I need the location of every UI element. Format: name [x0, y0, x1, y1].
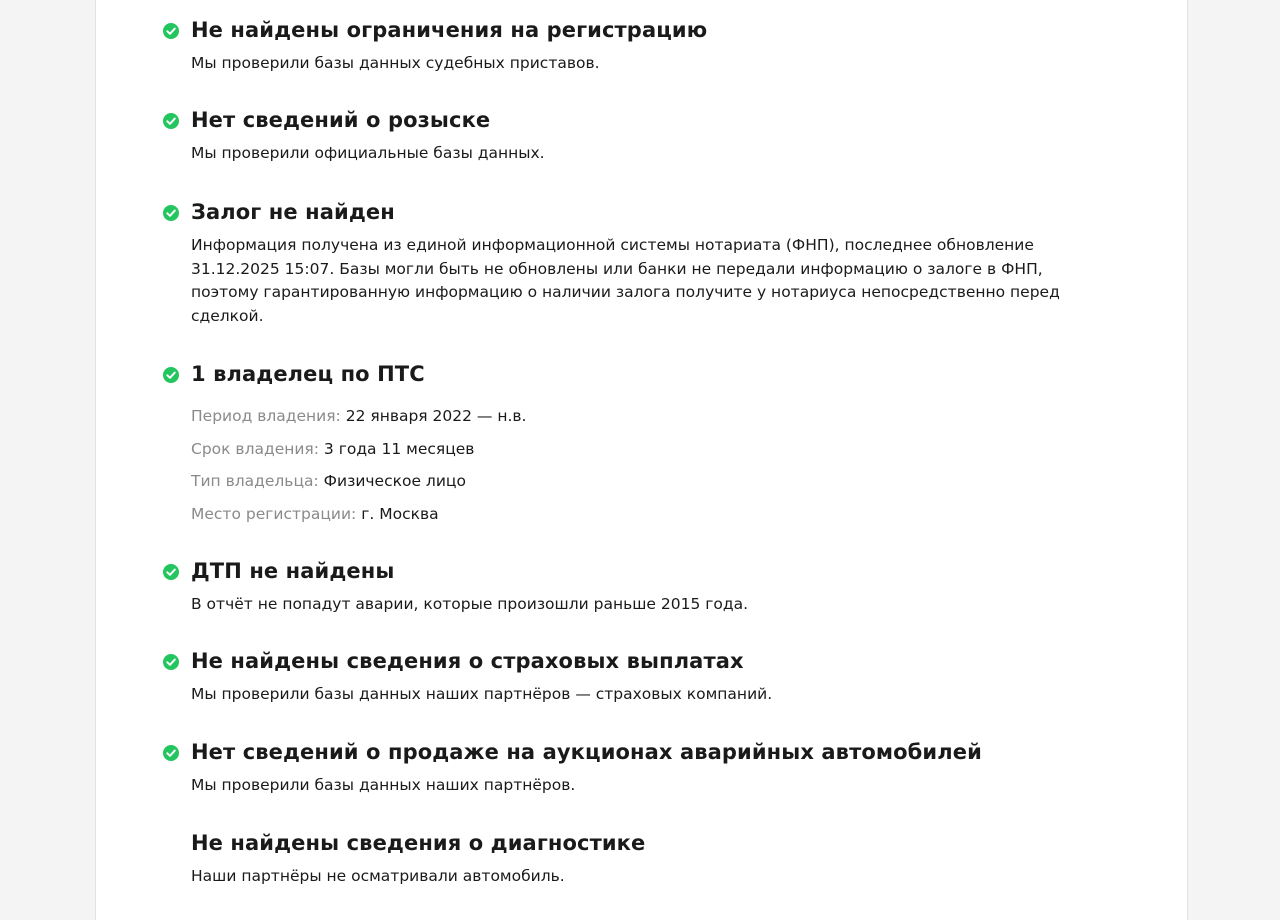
detail-label: Период владения: — [191, 407, 341, 425]
check-auctions — [160, 738, 1100, 798]
check-title: Не найдены ограничения на регистрацию — [191, 18, 708, 42]
detail-value: г. Москва — [361, 504, 439, 523]
check-circle-icon — [163, 654, 179, 670]
owner-detail-period — [191, 400, 1100, 433]
detail-value: 22 января 2022 — н.в. — [345, 407, 527, 425]
detail-label: Срок владения: — [191, 439, 319, 458]
check-description: Мы проверили базы данных судебных приставов. — [191, 54, 600, 72]
check-description: Информация получена из единой информационной системы нотариата (ФНП), последнее обновление 31.12.2025 15:07. Базы могли быть не обновлены или банки не передали информацию о залоге в ФНП, поэтому гарантированную информацию о наличии залога получите у нотариуса непосредственно перед сделкой. — [191, 236, 1060, 325]
check-description: Наши партнёры не осматривали автомобиль. — [191, 867, 565, 885]
check-title: ДТП не найдены — [191, 559, 395, 583]
check-circle-icon — [163, 367, 179, 383]
check-description: Мы проверили базы данных наших партнёров — страховых компаний. — [191, 685, 773, 703]
detail-value: 3 года 11 месяцев — [323, 439, 475, 458]
check-title: Нет сведений о продаже на аукционах аварийных автомобилей — [191, 740, 982, 764]
check-description: Мы проверили официальные базы данных. — [191, 144, 545, 162]
detail-label: Место регистрации: — [191, 504, 357, 523]
owner-detail-duration — [191, 433, 1100, 466]
check-insurance-payments — [160, 647, 1100, 707]
check-circle-icon — [163, 205, 179, 221]
check-circle-icon — [163, 113, 179, 129]
check-circle-icon — [163, 564, 179, 580]
check-wanted — [160, 106, 1100, 166]
check-circle-icon — [163, 23, 179, 39]
check-pledge — [160, 198, 1100, 328]
check-registration-restrictions — [160, 16, 1100, 76]
detail-value: Физическое лицо — [323, 472, 466, 490]
detail-label: Тип владельца: — [191, 472, 319, 490]
check-title: 1 владелец по ПТС — [191, 362, 425, 386]
check-owners — [160, 360, 1100, 530]
owner-detail-location — [191, 498, 1100, 531]
owner-details — [160, 400, 1100, 530]
check-description: В отчёт не попадут аварии, которые произошли раньше 2015 года. — [191, 595, 749, 613]
check-description: Мы проверили базы данных наших партнёров. — [191, 776, 576, 794]
check-title: Не найдены сведения о диагностике — [191, 831, 646, 855]
check-title: Не найдены сведения о страховых выплатах — [191, 649, 744, 673]
check-circle-icon — [163, 745, 179, 761]
check-title: Залог не найден — [191, 200, 395, 224]
owner-detail-type — [191, 465, 1100, 498]
check-diagnostics — [160, 829, 1100, 889]
check-title: Нет сведений о розыске — [191, 108, 491, 132]
check-accidents — [160, 557, 1100, 617]
